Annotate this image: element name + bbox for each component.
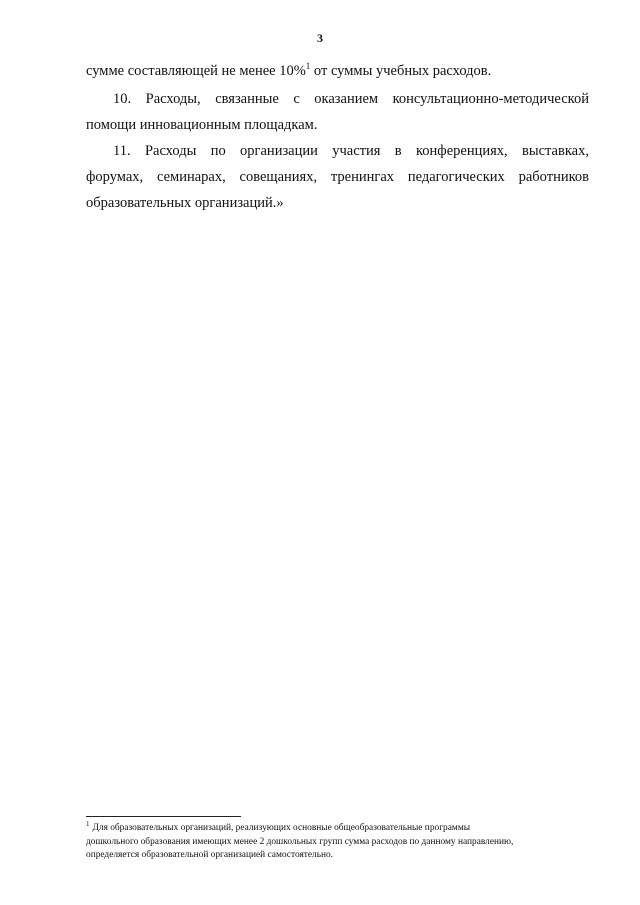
item-11-line-3: образовательных организаций.» (86, 195, 284, 211)
item-11-line-1 (86, 138, 589, 164)
word: семинарах, (156, 169, 226, 185)
footnote-line-2: дошкольного образования имеющих менее 2 дошкольных групп сумма расходов по данному направлению, (86, 836, 514, 847)
word: участия (332, 143, 381, 159)
word: с (293, 91, 300, 107)
footnote-reference: 1 (305, 61, 311, 72)
word: в (394, 143, 402, 159)
word: по (210, 143, 226, 159)
word: Расходы (144, 143, 197, 159)
footnote-mark: 1 (86, 819, 90, 828)
word: консультационно-методической (392, 91, 589, 107)
item-10-line-1 (86, 86, 589, 112)
word: Расходы, (145, 91, 201, 107)
item-10-line-2: помощи инновационным площадкам. (86, 117, 318, 133)
word: оказанием (314, 91, 379, 107)
word: организации (240, 143, 318, 159)
page-number: 3 (317, 31, 323, 45)
item-10 (86, 86, 589, 138)
footnote-text-1: Для образовательных организаций, реализующих основные общеобразовательные программы (92, 823, 471, 833)
word: 10. (113, 91, 132, 107)
paragraph-continuation (86, 58, 589, 84)
word: тренингах (330, 169, 395, 185)
footnote-separator (86, 816, 241, 817)
item-11-line-2 (86, 164, 589, 190)
word: конференциях, (415, 143, 508, 159)
footnote (86, 819, 596, 863)
word: педагогических (407, 169, 505, 185)
word: форумах, (86, 169, 144, 185)
word: связанные (215, 91, 279, 107)
word: совещаниях, (239, 169, 318, 185)
word: выставках, (522, 143, 589, 159)
word: 11. (113, 143, 131, 159)
continuation-text-end: от суммы учебных расходов. (310, 63, 492, 79)
footnote-line-1 (86, 819, 596, 836)
footnote-line-3: определяется образовательной организацией самостоятельно. (86, 850, 334, 860)
continuation-text: сумме составляющей не менее 10% (86, 63, 306, 79)
item-11 (86, 138, 589, 216)
word: работников (518, 169, 589, 185)
